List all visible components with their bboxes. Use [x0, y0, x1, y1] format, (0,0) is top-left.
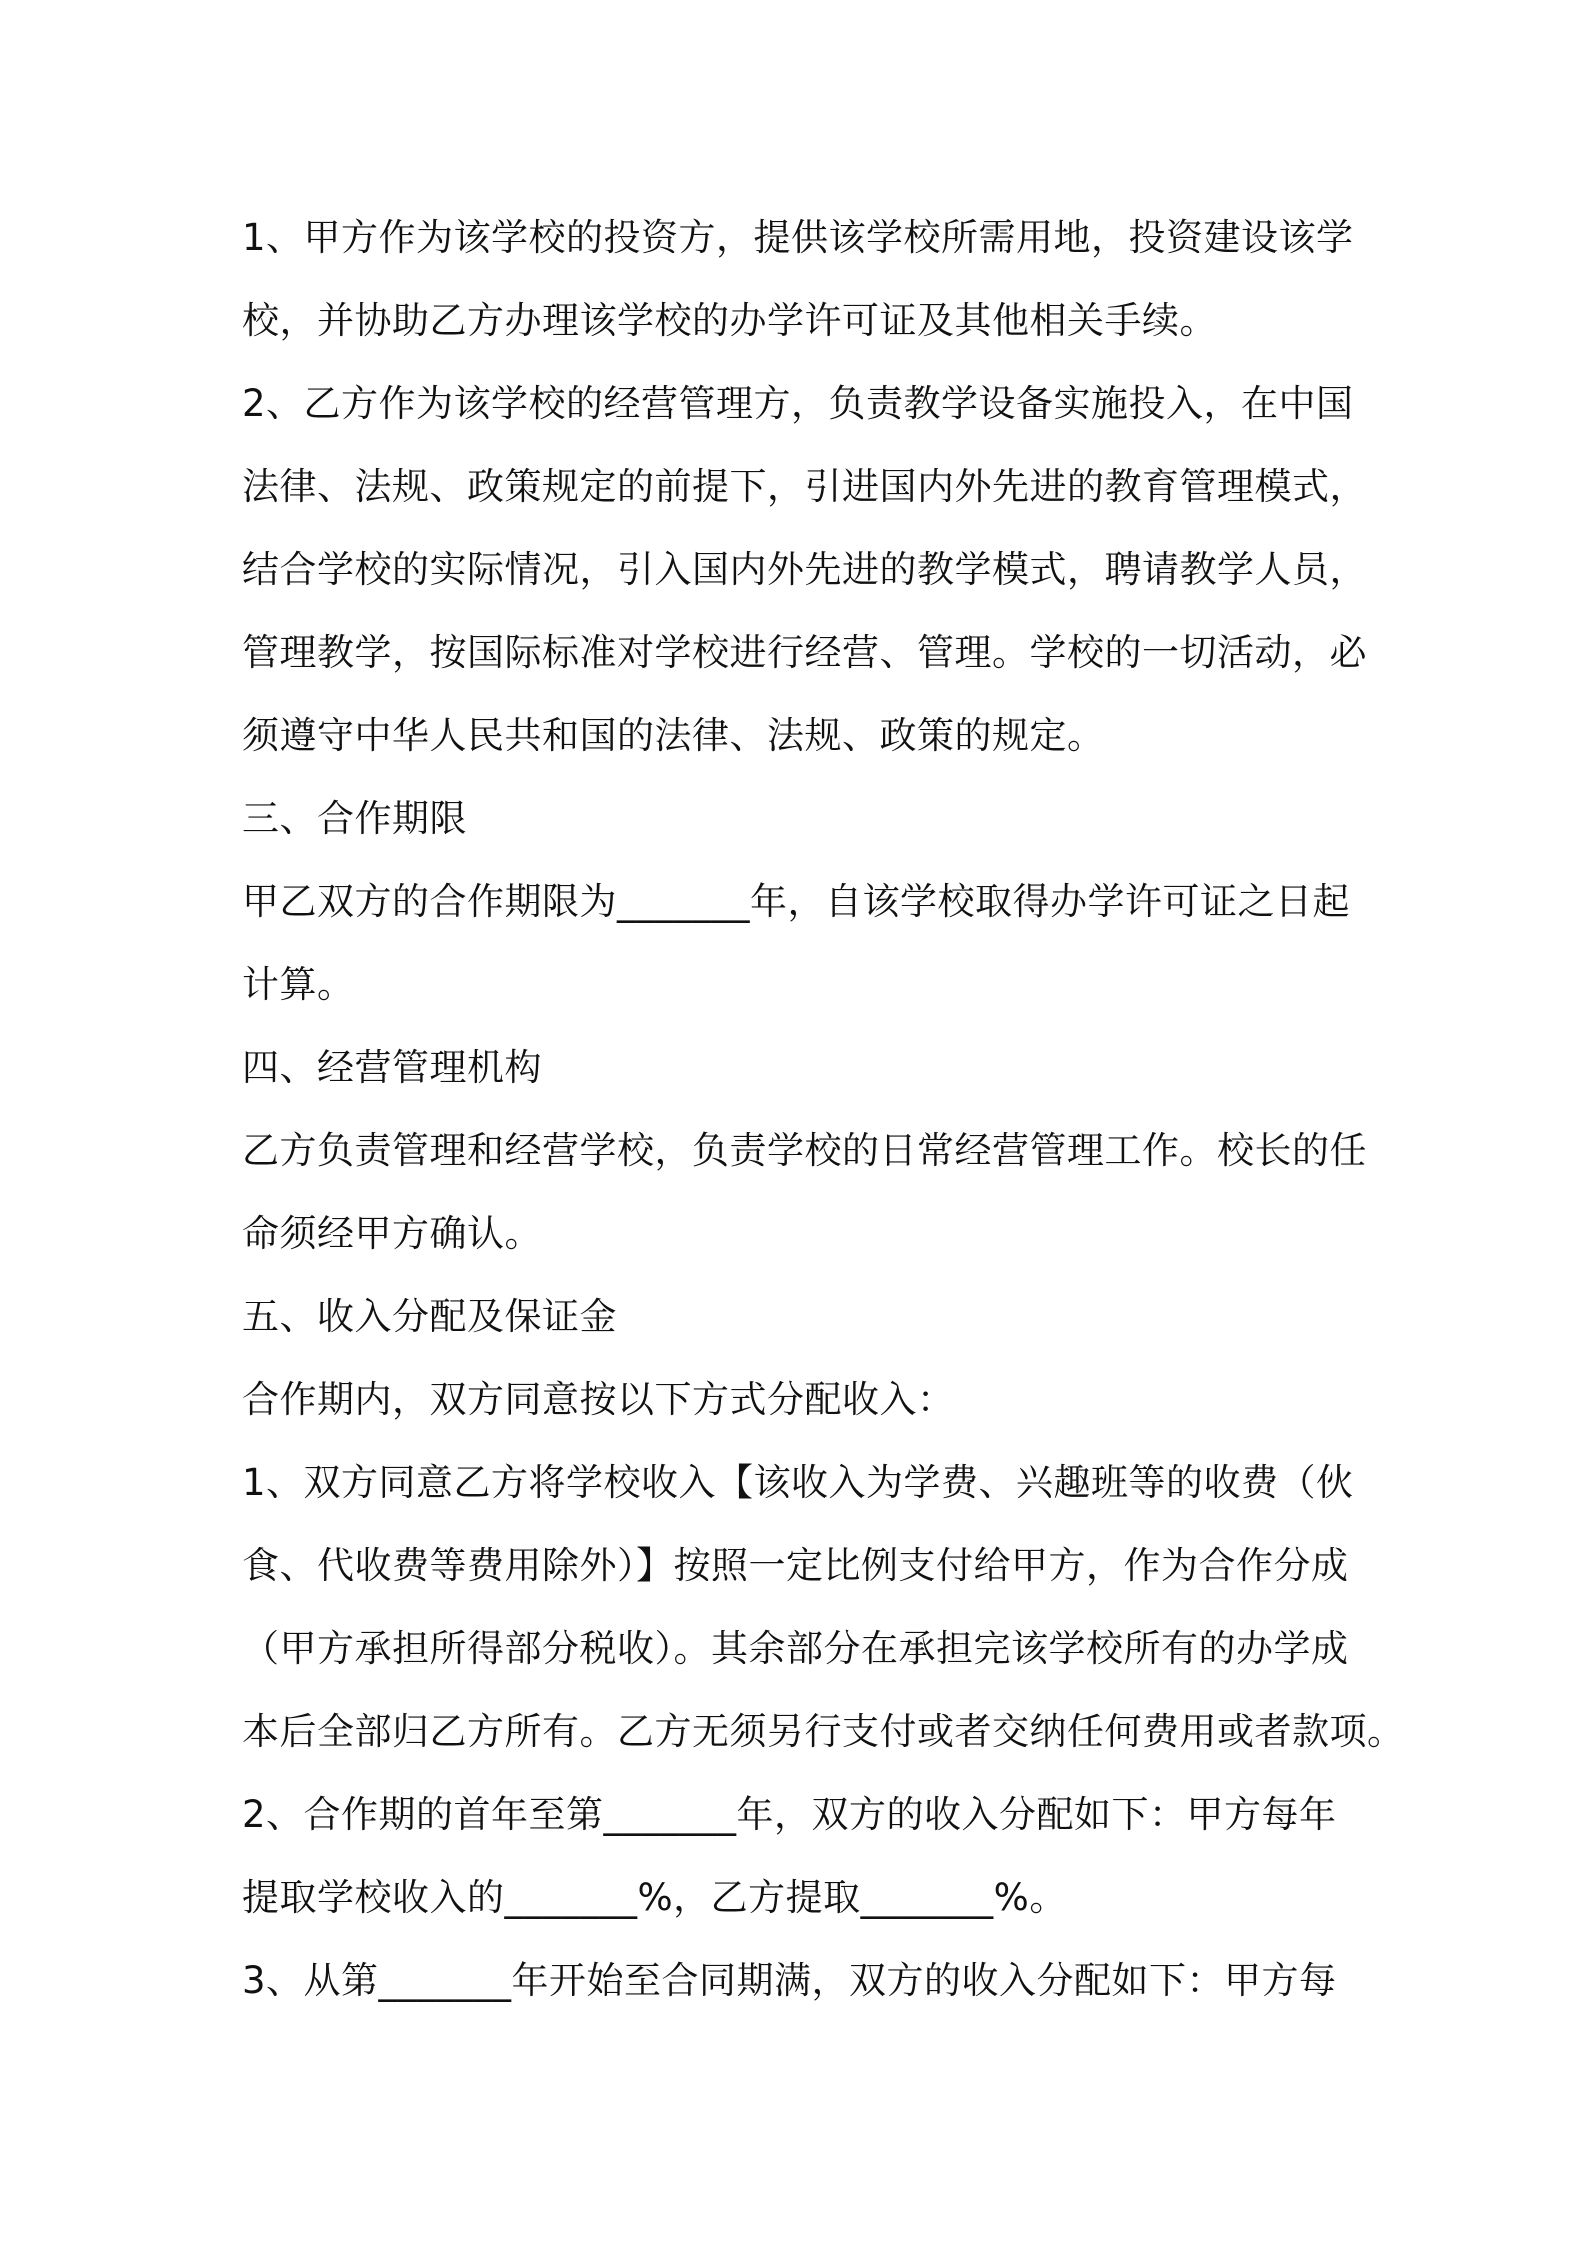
text-line: 合作期内，双方同意按以下方式分配收入：: [242, 1378, 955, 1421]
cooperation-period-text: [242, 860, 1362, 1026]
section-heading-income-distribution: [242, 1275, 1362, 1358]
income-clause-1: [242, 1441, 1405, 1773]
text-line: 须遵守中华人民共和国的法律、法规、政策的规定。: [242, 714, 1105, 757]
text-line: 1、甲方作为该学校的投资方，提供该学校所需用地，投资建设该学: [242, 216, 1354, 259]
section-heading-cooperation-period: [242, 777, 1362, 860]
section-heading: 三、合作期限: [242, 797, 467, 840]
income-clause-2: [242, 1773, 1362, 1939]
text-line: 2、乙方作为该学校的经营管理方，负责教学设备实施投入，在中国: [242, 382, 1354, 425]
section-heading: 四、经营管理机构: [242, 1046, 542, 1089]
clause-2-party-b-management: [242, 362, 1367, 777]
text-line: 食、代收费等费用除外）】按照一定比例支付给甲方，作为合作分成: [242, 1544, 1349, 1587]
text-line: 提取学校收入的_______%，乙方提取_______%。: [242, 1876, 1067, 1919]
section-heading-management-body: [242, 1026, 1362, 1109]
text-line: 法律、法规、政策规定的前提下，引进国内外先进的教育管理模式，: [242, 465, 1367, 508]
management-body-text: [242, 1109, 1367, 1275]
document-body: [242, 196, 1405, 2022]
text-line: 校，并协助乙方办理该学校的办学许可证及其他相关手续。: [242, 299, 1217, 342]
text-line: 计算。: [242, 963, 355, 1006]
text-line: 命须经甲方确认。: [242, 1212, 542, 1255]
text-line: 甲乙双方的合作期限为_______年，自该学校取得办学许可证之日起: [242, 880, 1350, 923]
text-line: 2、合作期的首年至第_______年，双方的收入分配如下：甲方每年: [242, 1793, 1337, 1836]
text-line: 3、从第_______年开始至合同期满，双方的收入分配如下：甲方每: [242, 1959, 1337, 2002]
text-line: 本后全部归乙方所有。乙方无须另行支付或者交纳任何费用或者款项。: [242, 1710, 1405, 1753]
income-distribution-intro: [242, 1358, 1362, 1441]
text-line: 1、双方同意乙方将学校收入【该收入为学费、兴趣班等的收费（伙: [242, 1461, 1354, 1504]
section-heading: 五、收入分配及保证金: [242, 1295, 617, 1338]
text-line: 管理教学，按国际标准对学校进行经营、管理。学校的一切活动，必: [242, 631, 1367, 674]
text-line: （甲方承担所得部分税收）。其余部分在承担完该学校所有的办学成: [242, 1627, 1349, 1670]
text-line: 乙方负责管理和经营学校，负责学校的日常经营管理工作。校长的任: [242, 1129, 1367, 1172]
income-clause-3: [242, 1939, 1362, 2022]
clause-1-party-a-investment: [242, 196, 1362, 362]
text-line: 结合学校的实际情况，引入国内外先进的教学模式，聘请教学人员，: [242, 548, 1367, 591]
